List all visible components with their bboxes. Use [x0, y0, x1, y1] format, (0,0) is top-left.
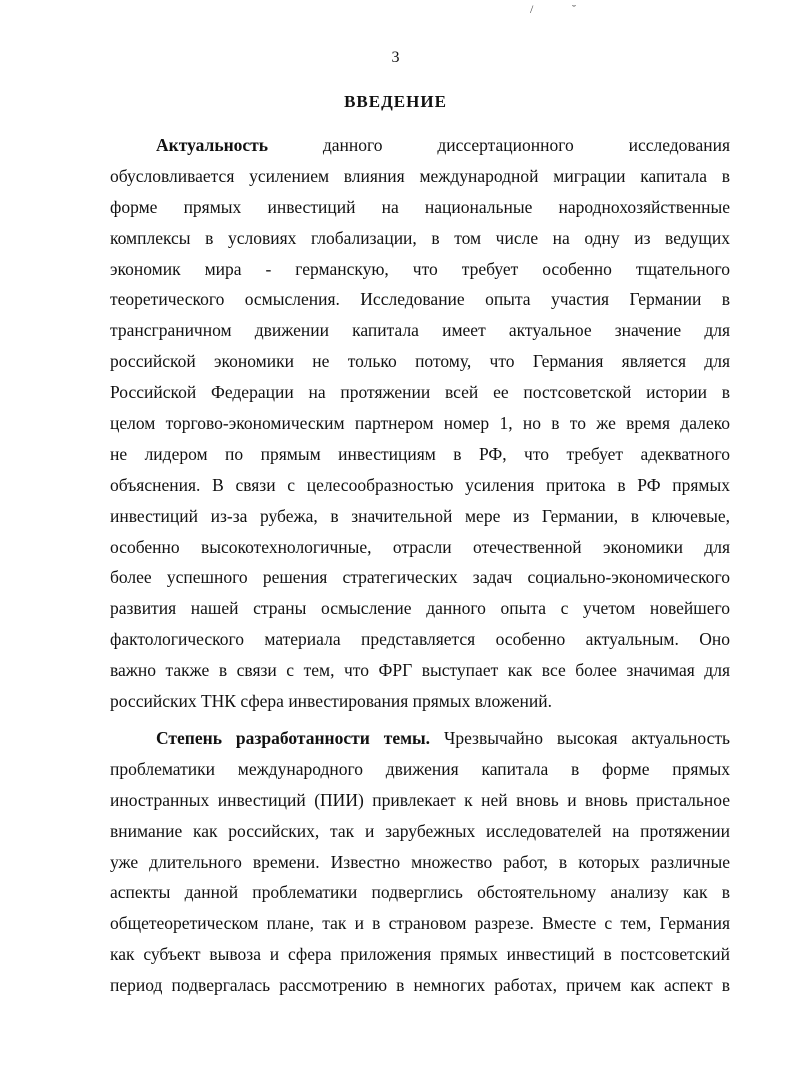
text-line: как субъект вывоза и сфера приложения прямых инвестиций в постсоветский: [110, 944, 730, 965]
scan-mark: ˘: [572, 2, 576, 16]
text-line: объяснения. В связи с целесообразностью усиления притока в РФ прямых: [110, 474, 730, 495]
text-line: период подвергалась рассмотрению в немногих работах, причем как аспект в: [110, 975, 730, 996]
text-line: внимание как российских, так и зарубежных исследователей на протяжении: [110, 820, 730, 841]
text-line: экономик мира - германскую, что требует особенно тщательного: [110, 258, 730, 279]
text-line: Российской Федерации на протяжении всей ее постсоветской истории в: [110, 382, 730, 403]
text-line: проблематики международного движения капитала в форме прямых: [110, 758, 730, 779]
text-line: форме прямых инвестиций на национальные народнохозяйственные: [110, 196, 730, 217]
text-line: целом торгово-экономическим партнером номер 1, но в то же время далеко: [110, 413, 730, 434]
text-line: общетеоретическом плане, так и в страновом разрезе. Вместе с тем, Германия: [110, 913, 730, 934]
text-line: развития нашей страны осмысление данного опыта с учетом новейшего: [110, 598, 730, 619]
text-line: Актуальность данного диссертационного исследования: [156, 135, 730, 155]
text-line: обусловливается усилением влияния международной миграции капитала в: [110, 165, 730, 186]
page-number: 3: [391, 49, 400, 66]
text-line: уже длительного времени. Известно множество работ, в которых различные: [110, 851, 730, 872]
text-line: более успешного решения стратегических задач социально-экономического: [110, 567, 730, 588]
text-line: важно также в связи с тем, что ФРГ выступает как все более значимая для: [110, 660, 730, 681]
bold-lead: Актуальность: [156, 135, 269, 155]
text-line: фактологического материала представляется особенно актуальным. Оно: [110, 629, 730, 650]
text-line: иностранных инвестиций (ПИИ) привлекает к ней вновь и вновь пристальное: [110, 789, 730, 810]
paragraph-degree-of-development: [110, 723, 730, 1001]
paragraph-relevance: [110, 130, 730, 717]
text-line: не лидером по прямым инвестициям в РФ, что требует адекватного: [110, 443, 730, 464]
text-line: теоретического осмысления. Исследование опыта участия Германии в: [110, 289, 730, 310]
text-line: аспекты данной проблематики подверглись обстоятельному анализу как в: [110, 882, 730, 903]
scan-mark: /: [530, 2, 534, 16]
section-heading: ВВЕДЕНИЕ: [344, 92, 447, 111]
text-line: трансграничном движении капитала имеет актуальное значение для: [110, 320, 730, 341]
bold-lead: Степень разработанности темы.: [156, 728, 431, 748]
text-line: инвестиций из-за рубежа, в значительной мере из Германии, в ключевые,: [110, 505, 730, 526]
text-line: российских ТНК сфера инвестирования прямых вложений.: [110, 691, 552, 712]
text-line: особенно высокотехнологичные, отрасли отечественной экономики для: [110, 536, 730, 557]
text-line: комплексы в условиях глобализации, в том числе на одну из ведущих: [110, 227, 730, 248]
text-line: российской экономики не только потому, что Германия является для: [110, 351, 730, 372]
text-line: Степень разработанности темы. Чрезвычайно высокая актуальность: [156, 728, 730, 748]
